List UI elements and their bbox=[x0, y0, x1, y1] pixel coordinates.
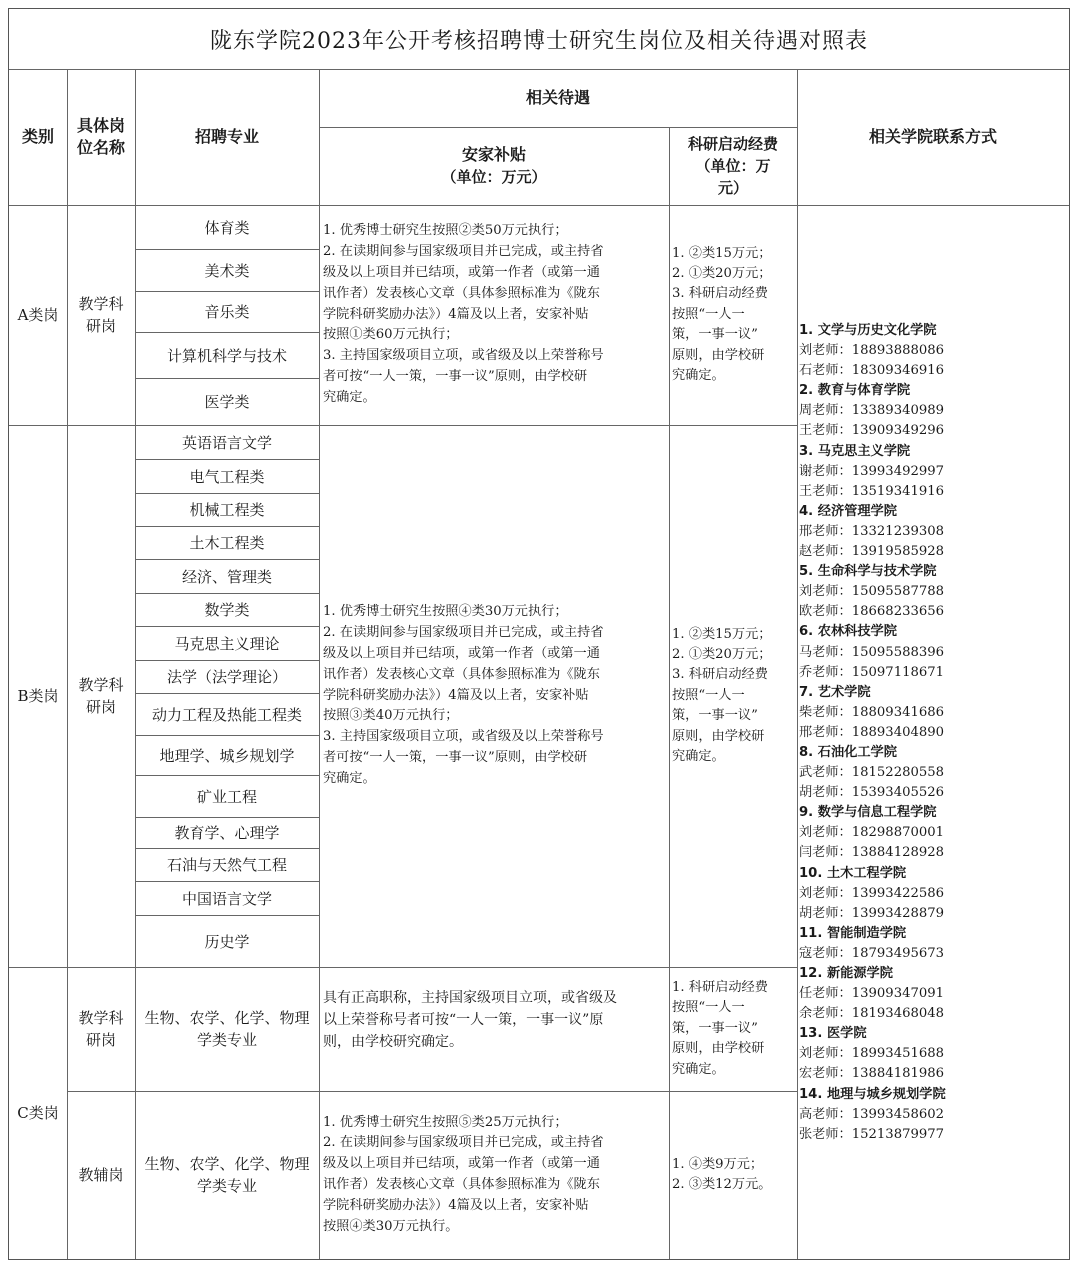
divider bbox=[9, 69, 1069, 70]
fund-line: 1. ④类9万元； bbox=[672, 1156, 764, 1172]
contact-college: 10. 土木工程学院 bbox=[799, 865, 907, 881]
subsidy-line: 按照③类40万元执行； bbox=[323, 708, 459, 724]
contact-college: 5. 生命科学与技术学院 bbox=[799, 564, 937, 580]
contact-person: 邢老师：18893404890 bbox=[799, 724, 945, 740]
header-position-line2: 位名称 bbox=[76, 138, 125, 157]
contact-college: 4. 经济管理学院 bbox=[799, 503, 897, 519]
header-subsidy bbox=[319, 127, 669, 205]
major-line: 生物、农学、化学、物理 bbox=[144, 1009, 310, 1027]
divider bbox=[67, 69, 68, 1259]
contact-person: 欧老师：18668233656 bbox=[799, 604, 945, 620]
subsidy-line: 者可按“一人一策，一事一议”原则，由学校研 bbox=[323, 368, 588, 384]
contact-person: 石老师：18309346916 bbox=[799, 363, 945, 379]
fund-line: 3. 科研启动经费 bbox=[672, 667, 768, 683]
group-b-position-line2: 研岗 bbox=[85, 698, 116, 716]
divider bbox=[319, 69, 320, 1259]
contact-person: 乔老师：15097118671 bbox=[799, 664, 945, 680]
subsidy-line: 学院科研奖励办法》）4篇及以上者，安家补贴 bbox=[323, 1197, 589, 1213]
fund-line: 究确定。 bbox=[672, 368, 725, 384]
contact-person: 邢老师：13321239308 bbox=[799, 523, 945, 539]
major-cell: 医学类 bbox=[204, 393, 250, 411]
header-contact: 相关学院联系方式 bbox=[868, 127, 997, 146]
subsidy-line: 级及以上项目并已结项，或第一作者（或第一通 bbox=[323, 646, 600, 661]
subsidy-line: 则，由学校研究确定。 bbox=[323, 1034, 463, 1050]
contact-list bbox=[799, 321, 979, 1145]
major-line: 学类专业 bbox=[196, 1031, 257, 1049]
major-cell: 马克思主义理论 bbox=[174, 634, 280, 653]
major-cell: 数学类 bbox=[204, 601, 250, 619]
divider bbox=[67, 1091, 797, 1092]
header-major: 招聘专业 bbox=[194, 127, 259, 146]
major-cell: 地理学、城乡规划学 bbox=[159, 746, 295, 765]
contact-person: 寇老师：18793495673 bbox=[799, 945, 945, 961]
contact-person: 刘老师：18993451688 bbox=[799, 1046, 945, 1062]
fund-line: 1. ②类15万元； bbox=[672, 626, 772, 642]
fund-line: 策，一事一议” bbox=[672, 327, 758, 343]
group-c-category: C类岗 bbox=[17, 1104, 59, 1122]
subsidy-line: 讯作者）发表核心文章（具体参照标准为《陇东 bbox=[323, 285, 600, 301]
group-c-support-fund bbox=[669, 1091, 797, 1259]
contact-college: 7. 艺术学院 bbox=[799, 684, 871, 700]
major-cell: 电气工程类 bbox=[189, 467, 265, 486]
subsidy-line: 级及以上项目并已结项，或第一作者（或第一通 bbox=[323, 265, 600, 280]
fund-line: 原则，由学校研 bbox=[672, 347, 765, 363]
header-benefits: 相关待遇 bbox=[525, 88, 590, 107]
subsidy-line: 究确定。 bbox=[323, 770, 376, 786]
group-b-fund bbox=[669, 425, 797, 967]
fund-line: 究确定。 bbox=[672, 749, 725, 765]
subsidy-line: 学院科研奖励办法》）4篇及以上者，安家补贴 bbox=[323, 687, 589, 703]
subsidy-line: 具有正高职称，主持国家级项目立项，或省级及 bbox=[323, 990, 617, 1006]
contact-person: 余老师：18193468048 bbox=[799, 1006, 945, 1022]
header-fund bbox=[669, 127, 797, 205]
subsidy-line: 按照④类30万元执行。 bbox=[323, 1218, 459, 1234]
fund-line: 2. ①类20万元； bbox=[672, 265, 772, 281]
major-cell: 美术类 bbox=[204, 261, 250, 280]
divider bbox=[9, 967, 797, 968]
contact-person: 武老师：18152280558 bbox=[799, 765, 945, 781]
subsidy-line: 究确定。 bbox=[323, 389, 376, 405]
group-a-position-line1: 教学科 bbox=[78, 295, 124, 313]
major-cell: 计算机科学与技术 bbox=[166, 346, 287, 365]
contact-person: 谢老师：13993492997 bbox=[799, 463, 945, 479]
contact-person: 高老师：13993458602 bbox=[799, 1106, 945, 1122]
group-b-position bbox=[67, 425, 135, 967]
header-position bbox=[67, 69, 135, 205]
subsidy-line: 1. 优秀博士研究生按照⑤类25万元执行； bbox=[323, 1114, 568, 1130]
header-subsidy-line1: 安家补贴 bbox=[461, 145, 526, 164]
subsidy-line: 以上荣誉称号者可按“一人一策，一事一议”原 bbox=[323, 1012, 604, 1028]
group-c-support-position: 教辅岗 bbox=[78, 1166, 124, 1184]
subsidy-line: 者可按“一人一策，一事一议”原则，由学校研 bbox=[323, 749, 588, 765]
major-line: 学类专业 bbox=[196, 1177, 257, 1195]
subsidy-line: 2. 在读期间参与国家级项目并已完成，或主持省 bbox=[323, 1135, 604, 1151]
fund-line: 策，一事一议” bbox=[672, 708, 758, 724]
major-cell: 音乐类 bbox=[204, 303, 250, 321]
contact-college: 2. 教育与体育学院 bbox=[799, 383, 911, 399]
group-c-teaching-fund bbox=[669, 967, 797, 1091]
fund-line: 原则，由学校研 bbox=[672, 728, 765, 744]
group-a-position bbox=[67, 205, 135, 425]
header-fund-line1: 科研启动经费 bbox=[687, 135, 778, 153]
subsidy-line: 按照①类60万元执行； bbox=[323, 327, 459, 343]
group-b-subsidy bbox=[319, 425, 669, 967]
contact-person: 胡老师：15393405526 bbox=[799, 785, 945, 801]
group-c-teaching-subsidy bbox=[319, 967, 669, 1091]
subsidy-line: 3. 主持国家级项目立项，或省级及以上荣誉称号 bbox=[323, 348, 604, 364]
contact-person: 刘老师：18298870001 bbox=[799, 825, 945, 841]
fund-line: 2. ③类12万元。 bbox=[672, 1177, 772, 1192]
header-subsidy-line2: （单位：万元） bbox=[441, 168, 547, 186]
subsidy-line: 2. 在读期间参与国家级项目并已完成，或主持省 bbox=[323, 244, 604, 260]
contact-college: 14. 地理与城乡规划学院 bbox=[799, 1086, 946, 1102]
contact-college: 9. 数学与信息工程学院 bbox=[799, 805, 937, 821]
contact-college: 11. 智能制造学院 bbox=[799, 925, 907, 941]
contact-person: 王老师：13909349296 bbox=[799, 423, 945, 439]
header-fund-line3: 元） bbox=[717, 179, 748, 197]
major-cell: 历史学 bbox=[204, 932, 250, 951]
contact-person: 刘老师：13993422586 bbox=[799, 885, 945, 901]
contact-person: 王老师：13519341916 bbox=[799, 483, 945, 499]
fund-line: 3. 科研启动经费 bbox=[672, 286, 768, 302]
group-c-teaching-position bbox=[67, 967, 135, 1091]
contact-person: 刘老师：15095587788 bbox=[799, 584, 945, 600]
major-cell: 矿业工程 bbox=[196, 787, 257, 806]
fund-line: 2. ①类20万元； bbox=[672, 646, 772, 662]
group-c-teaching-position-line2: 研岗 bbox=[85, 1031, 116, 1049]
subsidy-line: 讯作者）发表核心文章（具体参照标准为《陇东 bbox=[323, 1177, 600, 1192]
divider bbox=[669, 127, 670, 1259]
fund-line: 1. 科研启动经费 bbox=[672, 979, 768, 995]
group-c-support-subsidy bbox=[319, 1091, 669, 1259]
contact-person: 周老师：13389340989 bbox=[799, 403, 945, 419]
group-a-position-line2: 研岗 bbox=[85, 317, 116, 335]
contact-person: 赵老师：13919585928 bbox=[799, 544, 945, 560]
header-position-line1: 具体岗 bbox=[76, 116, 125, 135]
recruitment-table bbox=[8, 8, 1070, 1260]
contact-person: 刘老师：18893888086 bbox=[799, 343, 945, 359]
divider bbox=[9, 425, 797, 426]
contact-college: 8. 石油化工学院 bbox=[799, 744, 897, 760]
major-cell: 机械工程类 bbox=[189, 501, 265, 519]
group-b-position-line1: 教学科 bbox=[78, 676, 124, 694]
subsidy-line: 讯作者）发表核心文章（具体参照标准为《陇东 bbox=[323, 666, 600, 682]
contact-person: 马老师：15095588396 bbox=[799, 644, 945, 660]
major-cell: 土木工程类 bbox=[189, 534, 265, 552]
subsidy-line: 1. 优秀博士研究生按照④类30万元执行； bbox=[323, 604, 568, 620]
major-cell: 教育学、心理学 bbox=[174, 824, 280, 842]
header-category: 类别 bbox=[21, 127, 54, 146]
fund-line: 策，一事一议” bbox=[672, 1020, 758, 1036]
contact-college: 6. 农林科技学院 bbox=[799, 624, 897, 640]
fund-line: 按照“一人一 bbox=[672, 1000, 745, 1016]
contact-college: 1. 文学与历史文化学院 bbox=[799, 323, 937, 338]
divider bbox=[319, 127, 797, 128]
group-a-category: A类岗 bbox=[17, 306, 59, 324]
divider bbox=[797, 69, 798, 1259]
header-fund-line2: （单位：万 bbox=[695, 157, 771, 175]
major-cell: 石油与天然气工程 bbox=[166, 856, 287, 874]
contact-person: 柴老师：18809341686 bbox=[799, 704, 945, 720]
contact-college: 13. 医学院 bbox=[799, 1026, 867, 1042]
subsidy-line: 3. 主持国家级项目立项，或省级及以上荣誉称号 bbox=[323, 729, 604, 745]
subsidy-line: 1. 优秀博士研究生按照②类50万元执行； bbox=[323, 223, 568, 239]
major-cell: 经济、管理类 bbox=[181, 567, 272, 586]
major-cell: 动力工程及热能工程类 bbox=[151, 705, 302, 724]
contact-person: 张老师：15213879977 bbox=[799, 1126, 945, 1142]
group-a-subsidy bbox=[319, 205, 669, 425]
contact-college: 3. 马克思主义学院 bbox=[799, 443, 911, 459]
fund-line: 1. ②类15万元； bbox=[672, 245, 772, 261]
contact-person: 任老师：13909347091 bbox=[799, 986, 945, 1002]
major-cell: 中国语言文学 bbox=[181, 889, 272, 908]
major-cell: 体育类 bbox=[204, 218, 250, 237]
contact-college: 12. 新能源学院 bbox=[799, 966, 893, 981]
contact-person: 胡老师：13993428879 bbox=[799, 905, 945, 921]
subsidy-line: 学院科研奖励办法》）4篇及以上者，安家补贴 bbox=[323, 306, 589, 322]
subsidy-line: 级及以上项目并已结项，或第一作者（或第一通 bbox=[323, 1156, 600, 1172]
group-c-teaching-major bbox=[135, 967, 319, 1091]
fund-line: 原则，由学校研 bbox=[672, 1041, 765, 1057]
group-c-support-major bbox=[135, 1091, 319, 1259]
major-cell: 法学（法学理论） bbox=[166, 668, 287, 686]
major-cell: 英语语言文学 bbox=[181, 433, 272, 452]
contact-person: 宏老师：13884181986 bbox=[799, 1066, 945, 1082]
fund-line: 按照“一人一 bbox=[672, 687, 745, 703]
major-line: 生物、农学、化学、物理 bbox=[144, 1155, 310, 1173]
contact-person: 闫老师：13884128928 bbox=[799, 845, 945, 861]
fund-line: 按照“一人一 bbox=[672, 306, 745, 322]
subsidy-line: 2. 在读期间参与国家级项目并已完成，或主持省 bbox=[323, 625, 604, 641]
group-b-category: B类岗 bbox=[17, 687, 59, 705]
group-c-teaching-position-line1: 教学科 bbox=[78, 1009, 124, 1027]
page-title: 陇东学院2023年公开考核招聘博士研究生岗位及相关待遇对照表 bbox=[210, 28, 868, 54]
fund-line: 究确定。 bbox=[672, 1061, 725, 1077]
group-a-fund bbox=[669, 205, 797, 425]
